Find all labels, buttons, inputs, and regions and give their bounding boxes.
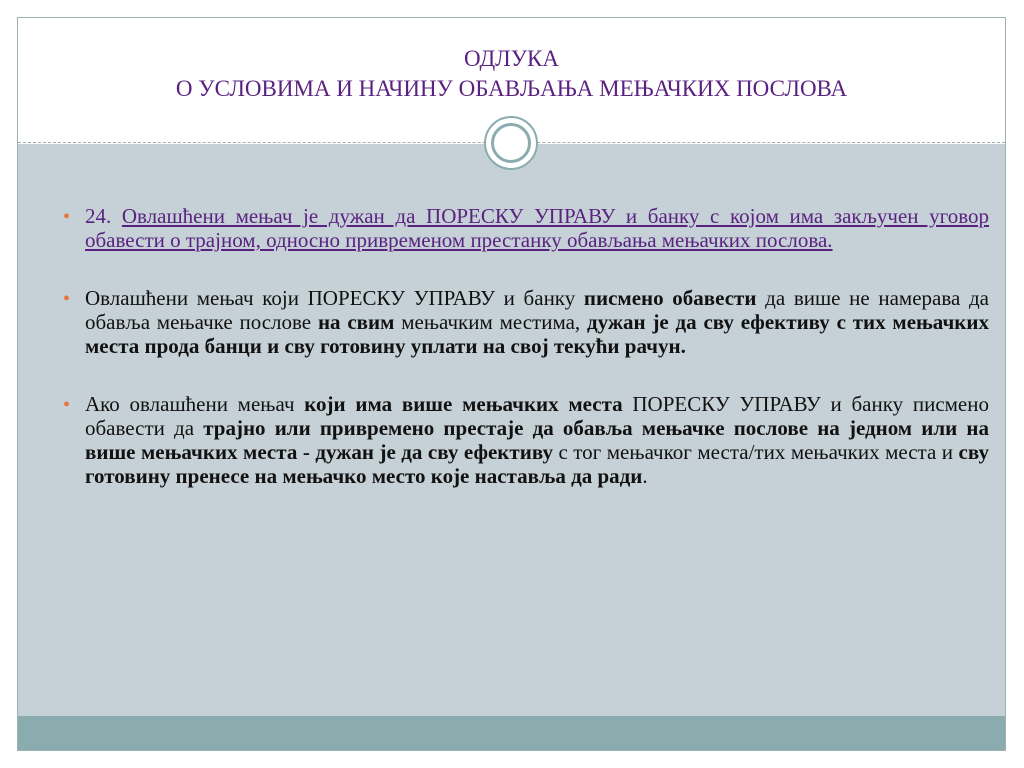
slide-title <box>18 44 1005 104</box>
text-segment: ПОРЕСКУ УПРАВУ и банку писмено обавести да <box>85 392 989 440</box>
circle-ornament-icon <box>484 116 538 170</box>
bold-segment: који има више мењачких места <box>304 392 623 416</box>
bullet-icon: • <box>63 394 71 416</box>
bold-segment: писмено обавести <box>583 286 757 310</box>
bold-segment: трајно или привремено престаје да обавља мењачке послове на једном или на више мењачких места - дужан је да сву ефективу <box>85 416 989 464</box>
text-segment: да више не намерава да обавља мењачке послове <box>85 286 989 334</box>
slide-frame <box>17 17 1006 751</box>
title-line-1: ОДЛУКА <box>464 46 559 71</box>
text-segment: . <box>642 464 648 488</box>
bold-segment: сву готовину пренесе на мењачко место које наставља да ради <box>85 440 989 488</box>
text-segment: Овлашћени мењач који ПОРЕСКУ УПРАВУ и банку <box>85 286 584 310</box>
title-line-2: О УСЛОВИМА И НАЧИНУ ОБАВЉАЊА МЕЊАЧКИХ ПОСЛОВА <box>175 76 848 101</box>
circle-inner-ring <box>491 123 531 163</box>
bold-segment: дужан је да сву ефективу с тих мењачких места прода банци и сву готовину уплати на свој текући рачун. <box>85 310 989 358</box>
paragraph-all-locations <box>63 286 989 358</box>
article-number: 24. <box>85 204 122 228</box>
paragraph-article-24 <box>63 204 989 252</box>
paragraph-multiple-locations <box>63 392 989 488</box>
slide-content <box>63 204 989 488</box>
bold-segment: на свим <box>317 310 395 334</box>
text-segment: с тог мењачког места/тих мењачких места и <box>552 440 959 464</box>
bullet-icon: • <box>63 206 71 228</box>
text-segment: Ако овлашћени мењач <box>85 392 305 416</box>
bottom-band <box>18 716 1005 751</box>
text-segment: мењачким местима, <box>394 310 587 334</box>
bullet-icon: • <box>63 288 71 310</box>
article-text-link[interactable]: Овлашћени мењач је дужан да ПОРЕСКУ УПРАВУ и банку с којом има закључен уговор обавести о трајном, односно привременом престанку обављања мењачких послова. <box>85 204 989 252</box>
